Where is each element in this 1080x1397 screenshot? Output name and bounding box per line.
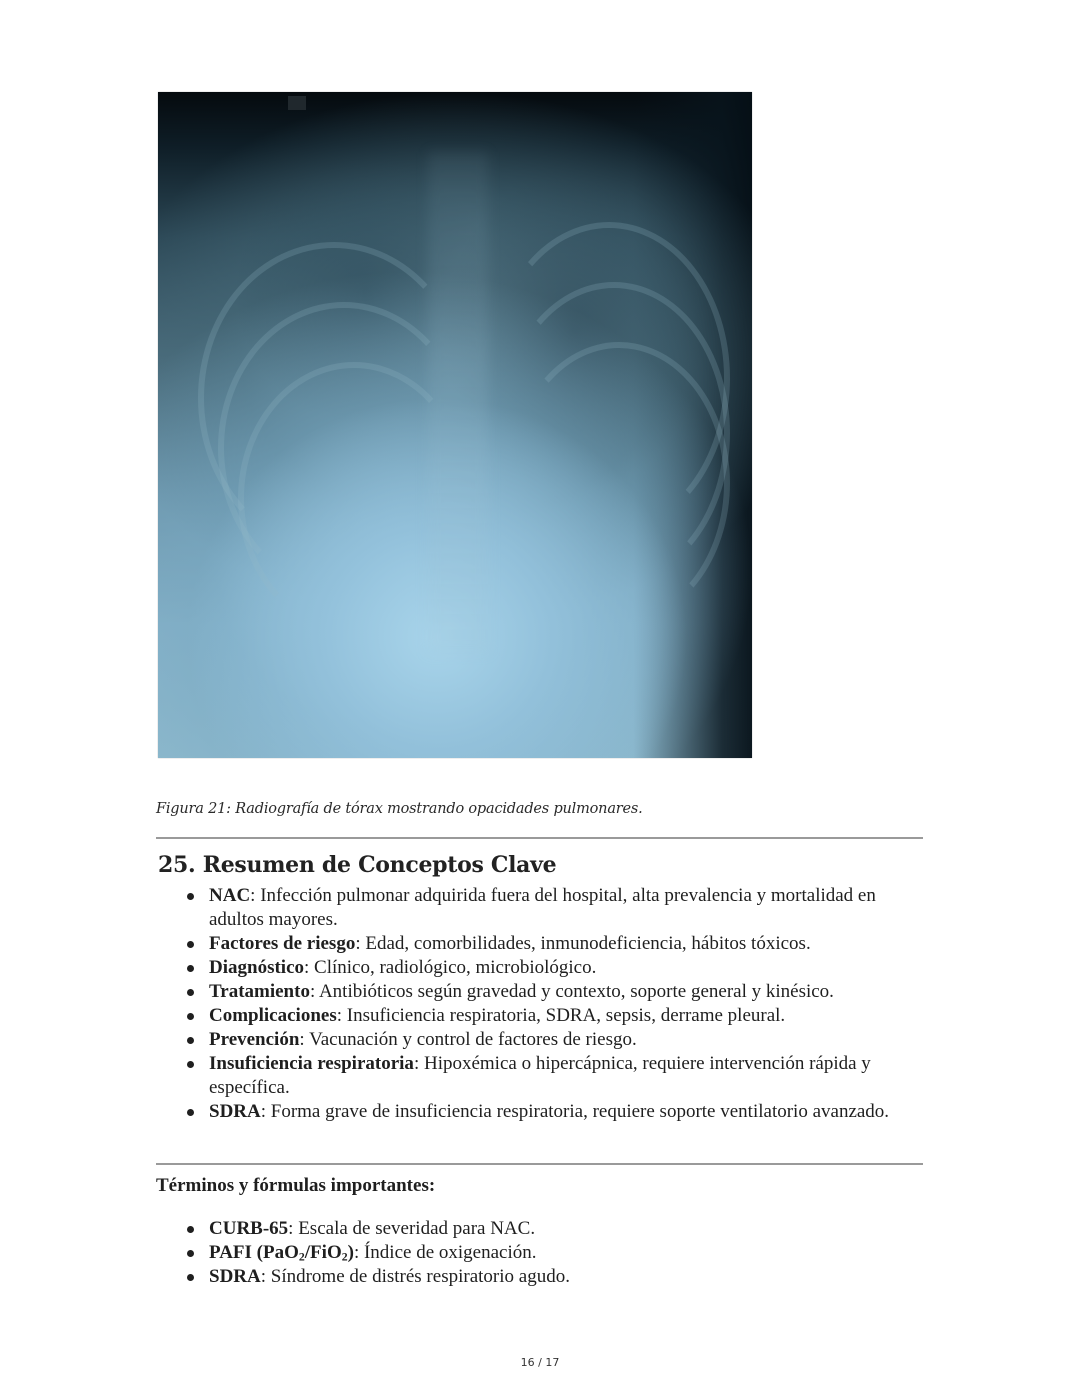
list-item-term: Complicaciones [209,1005,337,1026]
terms-list [185,1217,885,1289]
list-item-text: : Infección pulmonar adquirida fuera del hospital, alta prevalencia y mortalidad en adultos mayores. [209,885,876,930]
bullet-icon [187,1037,194,1044]
bullet-icon [187,941,194,948]
xray-rib [238,362,470,634]
term-part: /FiO [304,1242,342,1263]
term-part: ) [347,1242,354,1263]
bullet-icon [187,1250,194,1257]
list-item-text: : Síndrome de distrés respiratorio agudo. [260,1266,570,1287]
list-item [185,1004,925,1028]
list-item [185,1217,885,1241]
term-part: PAFI (PaO [209,1242,299,1263]
list-item-term: Tratamiento [209,981,310,1002]
list-item-term: NAC [209,885,251,906]
horizontal-rule [156,1163,923,1165]
bullet-icon [187,1109,194,1116]
list-item [185,1052,925,1100]
list-item [185,980,925,1004]
list-item [185,1265,885,1289]
list-item [185,956,925,980]
bullet-icon [187,965,194,972]
list-item [185,1241,885,1265]
section-title: 25. Resumen de Conceptos Clave [158,852,557,878]
bullet-icon [187,989,194,996]
figure-caption: Figura 21: Radiografía de tórax mostrando opacidades pulmonares. [156,801,643,817]
list-item-term: SDRA [209,1101,261,1122]
film-marker [288,96,306,110]
list-item [185,932,925,956]
page-number: 16 / 17 [520,1356,560,1369]
bullet-icon [187,1226,194,1233]
list-item-text: : Clínico, radiológico, microbiológico. [304,957,597,978]
list-item-text: : Vacunación y control de factores de riesgo. [299,1029,637,1050]
list-item-term: Insuficiencia respiratoria [209,1053,414,1074]
list-item [185,884,925,932]
list-item-term: SDRA [209,1266,261,1287]
xray-rib [508,342,730,624]
list-item-text: : Edad, comorbilidades, inmunodeficiencia, hábitos tóxicos. [355,933,811,954]
bullet-icon [187,1274,194,1281]
bullet-icon [187,893,194,900]
list-item-term: Factores de riesgo [209,933,356,954]
list-item-text: : Insuficiencia respiratoria, SDRA, sepsis, derrame pleural. [336,1005,786,1026]
terms-title: Términos y fórmulas importantes: [156,1175,436,1196]
list-item [185,1028,925,1052]
list-item-term: Prevención [209,1029,300,1050]
list-item-term: CURB-65 [209,1218,289,1239]
list-item-text: : Antibióticos según gravedad y contexto, soporte general y kinésico. [309,981,834,1002]
bullet-icon [187,1013,194,1020]
list-item-term: Diagnóstico [209,957,304,978]
list-item-text: : Índice de oxigenación. [353,1242,537,1263]
subscript: 2 [298,1250,305,1264]
list-item [185,1100,925,1124]
key-concepts-list [185,884,925,1124]
list-item-text: : Hipoxémica o hipercápnica, requiere intervención rápida y específica. [209,1053,871,1098]
horizontal-rule [156,837,923,839]
list-item-text: : Forma grave de insuficiencia respiratoria, requiere soporte ventilatorio avanzado. [260,1101,890,1122]
subscript: 2 [341,1250,348,1264]
list-item-text: : Escala de severidad para NAC. [288,1218,536,1239]
chest-xray-image [158,92,752,758]
bullet-icon [187,1061,194,1068]
list-item-term [209,1242,354,1263]
